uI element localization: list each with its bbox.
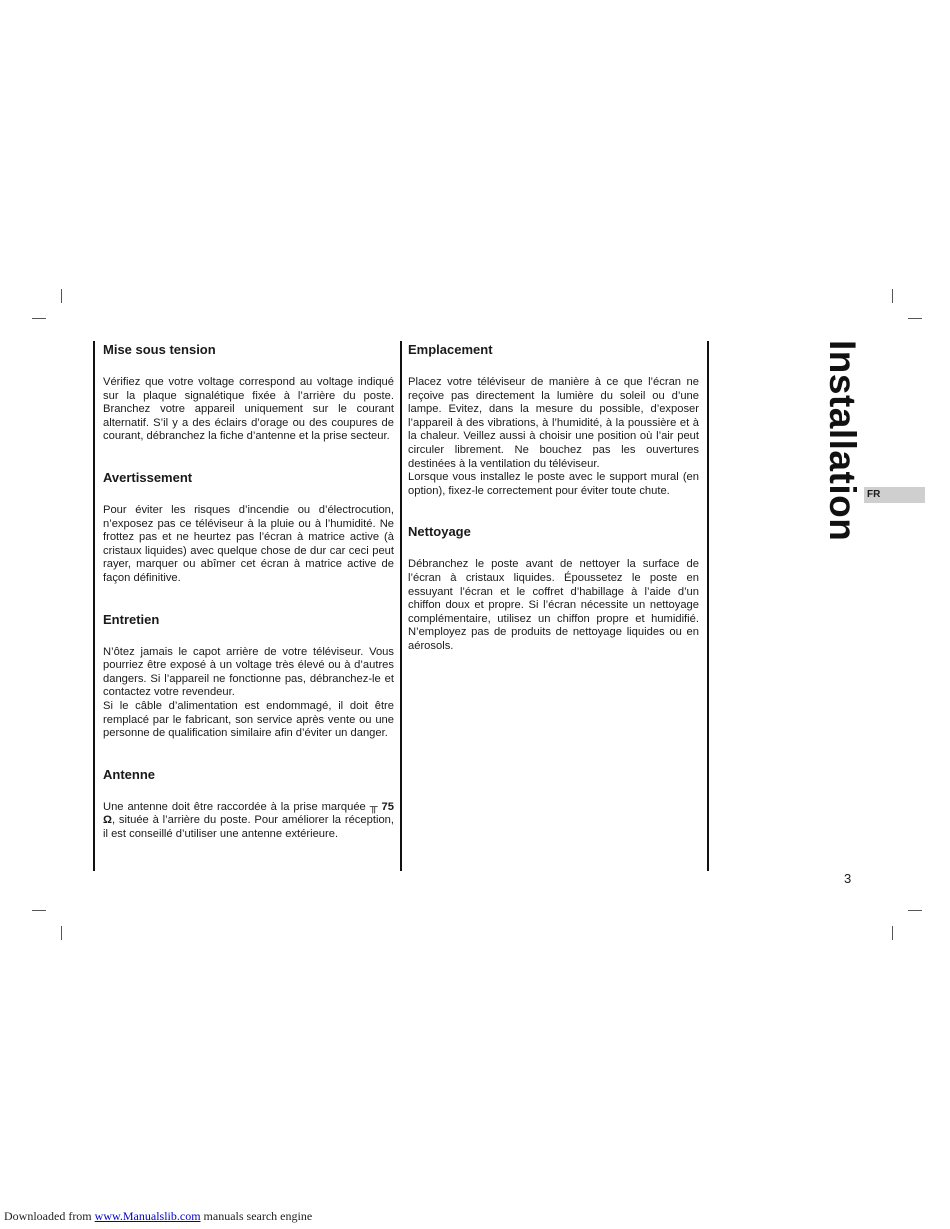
section-text: Vérifiez que votre voltage correspond au voltage indiqué sur la plaque signalétique fixée à l’arrière du poste. Branchez votre appareil uniquement sur le courant alternatif. S’il y a des éclairs d’orage ou des coupures de courant, débranchez la fiche d’antenne et la prise secteur. xyxy=(103,376,394,443)
section-antenne xyxy=(103,767,394,842)
crop-mark xyxy=(32,318,46,319)
section-text: N’ôtez jamais le capot arrière de votre téléviseur. Vous pourriez être exposé à un voltage très élevé ou à d’autres dangers. Si l’appareil ne fonctionne pas, débranchez-le et contactez votre revendeur. xyxy=(103,645,394,699)
section-text: Pour éviter les risques d’incendie ou d’électrocution, n’exposez pas ce téléviseur à la pluie ou à l’humidité. Ne frottez pas et ne heurtez pas l’écran à matrice active (à cristaux liquides) avec quelque chose de dur car ceci peut rayer, marquer ou abîmer cet écran à matrice active de façon définitive. xyxy=(103,503,394,584)
download-footer xyxy=(4,1209,312,1224)
manualslib-link[interactable]: www.Manualslib.com xyxy=(94,1209,201,1223)
section-heading: Nettoyage xyxy=(408,524,471,540)
crop-mark xyxy=(892,289,893,303)
section-mise-sous-tension xyxy=(103,342,394,444)
section-text: Lorsque vous installez le poste avec le support mural (en option), fixez-le correctement pour éviter toute chute. xyxy=(408,471,699,497)
antenna-text-start: Une antenne doit être raccordée à la prise marquée xyxy=(103,800,370,813)
antenna-text-end: , située à l’arrière du poste. Pour améliorer la réception, il est conseillé d’utiliser une antenne extérieure. xyxy=(103,814,394,840)
crop-mark xyxy=(32,910,46,911)
section-heading: Mise sous tension xyxy=(103,342,216,357)
column-rule-right xyxy=(707,341,709,871)
section-entretien xyxy=(103,612,394,741)
crop-mark xyxy=(892,926,893,940)
language-tab: FR xyxy=(864,487,925,503)
section-text: Débranchez le poste avant de nettoyer la surface de l’écran à cristaux liquides. Époussetez le poste en essuyant l’écran et le coffret d’habillage à l’aide d’un chiffon doux et propre. Si l’écran nécessite un nettoyage complémentaire, utilisez un chiffon propre et humidifié. N’employez pas de produits de nettoyage liquides ou en aérosols. xyxy=(408,558,699,652)
crop-mark xyxy=(908,318,922,319)
section-heading: Antenne xyxy=(103,766,155,782)
section-heading: Emplacement xyxy=(408,342,493,357)
page-number: 3 xyxy=(844,871,852,886)
section-emplacement xyxy=(408,342,699,498)
left-column xyxy=(103,342,394,867)
section-nettoyage xyxy=(408,524,699,653)
antenna-socket-symbol: ╥ 75 Ω xyxy=(103,800,394,827)
crop-mark xyxy=(61,289,62,303)
section-avertissement xyxy=(103,470,394,586)
section-text: Si le câble d’alimentation est endommagé, il doit être remplacé par le fabricant, son service après vente ou une personne de qualification similaire afin d’éviter un danger. xyxy=(103,699,394,740)
crop-mark xyxy=(61,926,62,940)
right-column xyxy=(408,342,699,680)
footer-suffix: manuals search engine xyxy=(200,1209,313,1223)
section-heading: Avertissement xyxy=(103,469,193,485)
footer-prefix: Downloaded from xyxy=(4,1209,95,1223)
chapter-title: Installation xyxy=(822,340,863,542)
column-rule-middle xyxy=(400,341,402,871)
section-text xyxy=(103,801,394,842)
section-text: Placez votre téléviseur de manière à ce que l’écran ne reçoive pas directement la lumière du soleil ou d’une lampe. Evitez, dans la mesure du possible, d’exposer l’appareil à des vibrations, à l’humidité, à la poussière et à la chaleur. Veillez aussi à choisir une position où l’air peut circuler librement. Ne bouchez pas les ouvertures destinées à la ventilation du téléviseur. xyxy=(408,376,699,470)
column-rule-left xyxy=(93,341,95,871)
crop-mark xyxy=(908,910,922,911)
section-heading: Entretien xyxy=(103,611,160,627)
